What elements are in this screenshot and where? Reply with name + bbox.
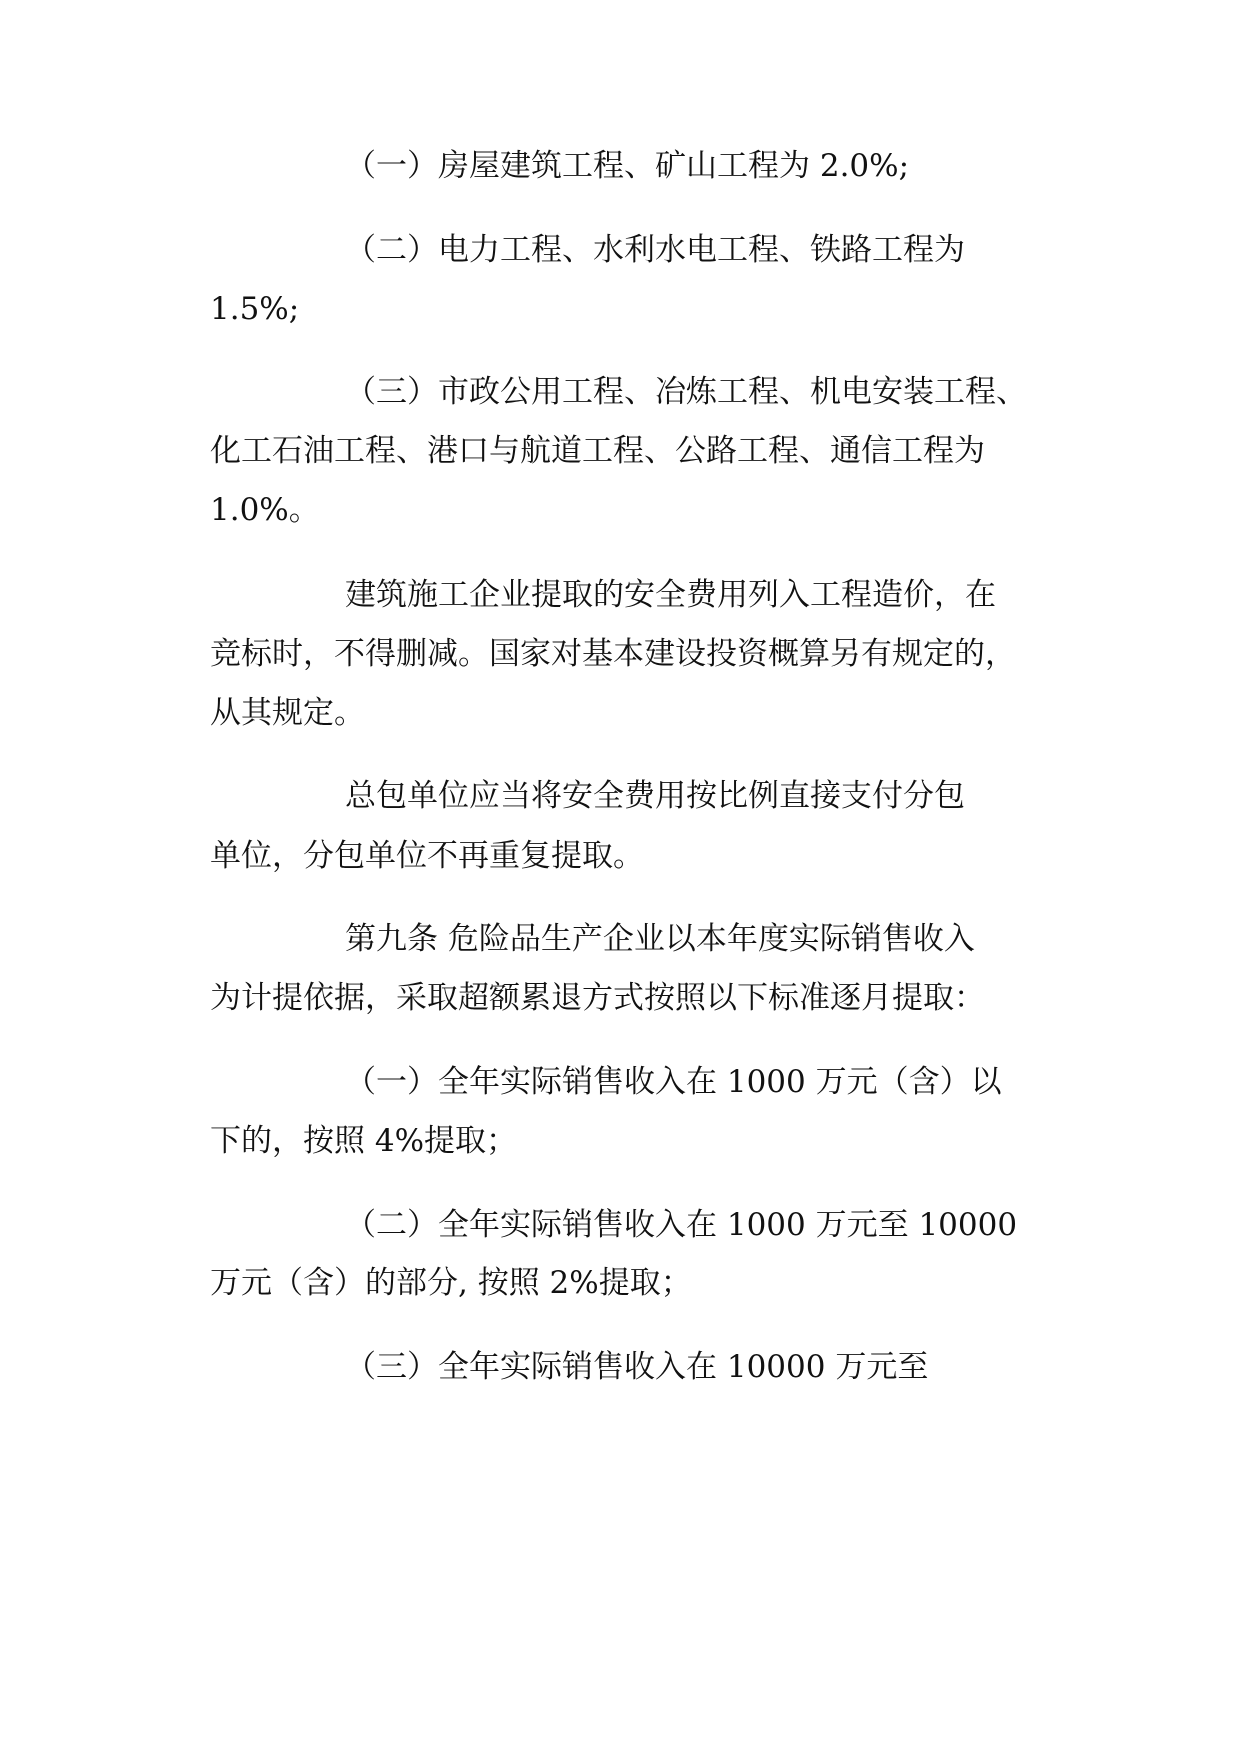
text-line: 总包单位应当将安全费用按比例直接支付分包	[345, 778, 965, 814]
text-line: 万元（含）的部分, 按照 2%提取；	[210, 1265, 692, 1301]
text-line: 第九条 危险品生产企业以本年度实际销售收入	[345, 921, 975, 957]
text-line: 1.0%。	[210, 492, 320, 528]
text-line: （二）电力工程、水利水电工程、铁路工程为	[345, 232, 965, 268]
text-line: （三）市政公用工程、冶炼工程、机电安装工程、	[345, 374, 1027, 410]
text-line: （一）全年实际销售收入在 1000 万元（含）以	[345, 1064, 1002, 1100]
text-line: （一）房屋建筑工程、矿山工程为 2.0%;	[345, 148, 910, 184]
text-line: 竞标时，不得删减。国家对基本建设投资概算另有规定的，	[210, 636, 1016, 672]
text-line: 单位，分包单位不再重复提取。	[210, 838, 644, 874]
text-line: （二）全年实际销售收入在 1000 万元至 10000	[345, 1207, 1018, 1243]
text-line: （三）全年实际销售收入在 10000 万元至	[345, 1349, 929, 1385]
text-line: 下的，按照 4%提取；	[210, 1123, 518, 1159]
text-line: 为计提依据，采取超额累退方式按照以下标准逐月提取：	[210, 980, 985, 1016]
text-line: 建筑施工企业提取的安全费用列入工程造价，在	[345, 577, 996, 613]
text-line: 从其规定。	[210, 695, 365, 731]
text-line: 1.5%;	[210, 291, 300, 327]
text-line: 化工石油工程、港口与航道工程、公路工程、通信工程为	[210, 433, 985, 469]
